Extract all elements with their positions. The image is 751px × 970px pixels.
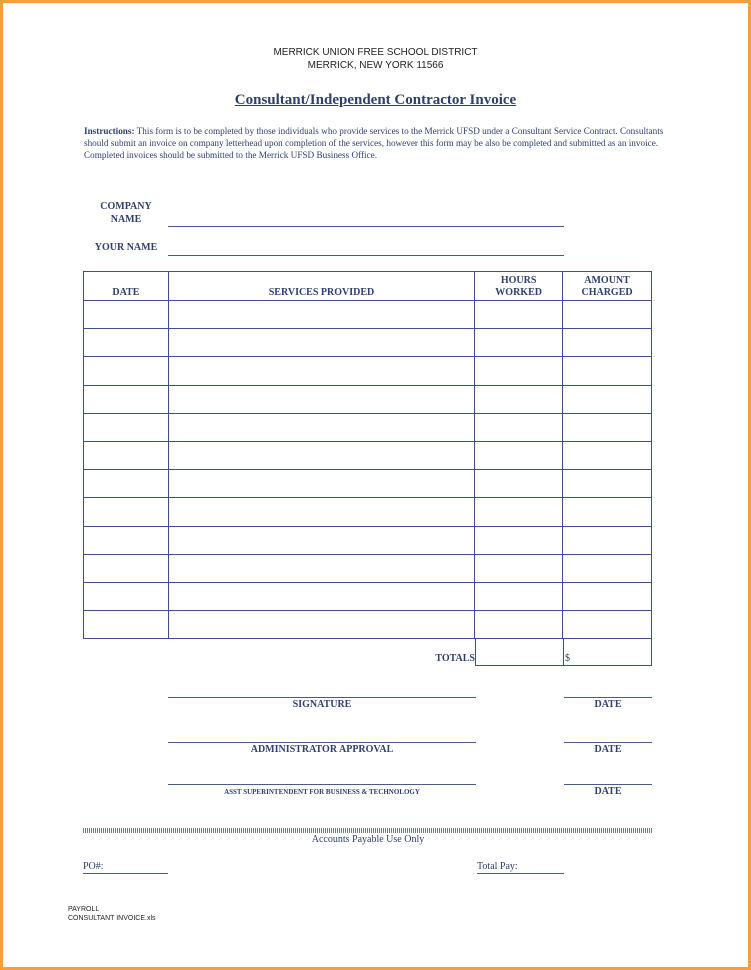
total-currency: $ bbox=[565, 653, 570, 664]
accounts-divider bbox=[83, 828, 652, 833]
table-row bbox=[84, 582, 652, 610]
services-cell[interactable] bbox=[168, 498, 474, 526]
amount-cell[interactable] bbox=[563, 329, 652, 357]
date-cell[interactable] bbox=[84, 470, 169, 498]
asst-superintendent-label: ASST SUPERINTENDENT FOR BUSINESS & TECHNOLOGY bbox=[224, 788, 420, 796]
services-cell[interactable] bbox=[168, 385, 474, 413]
signature-label: SIGNATURE bbox=[292, 699, 352, 710]
amount-cell[interactable] bbox=[563, 554, 652, 582]
table-row bbox=[84, 357, 652, 385]
signature-line[interactable] bbox=[168, 697, 476, 698]
po-field[interactable] bbox=[83, 873, 168, 874]
date-cell[interactable] bbox=[84, 526, 169, 554]
amount-cell[interactable] bbox=[563, 385, 652, 413]
date-cell[interactable] bbox=[84, 582, 169, 610]
hours-cell[interactable] bbox=[475, 385, 563, 413]
table-row bbox=[84, 441, 652, 469]
total-pay-field[interactable] bbox=[477, 873, 564, 874]
date-cell[interactable] bbox=[84, 554, 169, 582]
totals-label: TOTALS bbox=[435, 653, 475, 664]
admin-approval-label: ADMINISTRATOR APPROVAL bbox=[250, 744, 394, 755]
table-row bbox=[84, 301, 652, 329]
footer-payroll: PAYROLL bbox=[68, 906, 100, 913]
po-label: PO#: bbox=[83, 861, 104, 872]
total-amount-field[interactable] bbox=[563, 638, 652, 666]
district-name: MERRICK UNION FREE SCHOOL DISTRICT bbox=[273, 47, 478, 58]
signature-date-line[interactable] bbox=[564, 697, 652, 698]
asst-date-line[interactable] bbox=[564, 784, 652, 785]
table-row bbox=[84, 413, 652, 441]
table-row bbox=[84, 385, 652, 413]
hours-cell[interactable] bbox=[475, 611, 563, 639]
hours-cell[interactable] bbox=[475, 441, 563, 469]
signature-date-label: DATE bbox=[594, 699, 622, 710]
date-cell[interactable] bbox=[84, 357, 169, 385]
amount-cell[interactable] bbox=[563, 582, 652, 610]
table-row bbox=[84, 329, 652, 357]
amount-cell[interactable] bbox=[563, 611, 652, 639]
col-amount-header bbox=[563, 272, 652, 301]
amount-cell[interactable] bbox=[563, 357, 652, 385]
table-row bbox=[84, 526, 652, 554]
asst-superintendent-line[interactable] bbox=[168, 784, 476, 785]
your-name-field[interactable] bbox=[168, 255, 564, 256]
services-cell[interactable] bbox=[168, 329, 474, 357]
date-cell[interactable] bbox=[84, 413, 169, 441]
district-address: MERRICK, NEW YORK 11566 bbox=[307, 60, 444, 71]
hours-cell[interactable] bbox=[475, 554, 563, 582]
services-cell[interactable] bbox=[168, 441, 474, 469]
amount-cell[interactable] bbox=[563, 470, 652, 498]
amount-cell[interactable] bbox=[563, 301, 652, 329]
col-services-header: SERVICES PROVIDED bbox=[168, 272, 474, 301]
hours-cell[interactable] bbox=[475, 413, 563, 441]
col-date-header: DATE bbox=[84, 272, 169, 301]
services-cell[interactable] bbox=[168, 301, 474, 329]
total-hours-field[interactable] bbox=[475, 638, 564, 666]
table-row bbox=[84, 554, 652, 582]
date-cell[interactable] bbox=[84, 385, 169, 413]
page-title: Consultant/Independent Contractor Invoice bbox=[234, 92, 517, 108]
services-cell[interactable] bbox=[168, 582, 474, 610]
services-cell[interactable] bbox=[168, 470, 474, 498]
accounts-payable-label: Accounts Payable Use Only bbox=[311, 834, 425, 845]
hours-cell[interactable] bbox=[475, 357, 563, 385]
company-name-label bbox=[90, 200, 162, 226]
admin-date-line[interactable] bbox=[564, 742, 652, 743]
total-pay-label: Total Pay: bbox=[477, 861, 518, 872]
col-hours-header-line2: WORKED bbox=[495, 287, 542, 298]
amount-cell[interactable] bbox=[563, 413, 652, 441]
amount-cell[interactable] bbox=[563, 441, 652, 469]
company-name-field[interactable] bbox=[168, 226, 564, 227]
company-name-label-line2: NAME bbox=[110, 214, 142, 225]
table-row bbox=[84, 498, 652, 526]
services-cell[interactable] bbox=[168, 526, 474, 554]
hours-cell[interactable] bbox=[475, 526, 563, 554]
amount-cell[interactable] bbox=[563, 526, 652, 554]
date-cell[interactable] bbox=[84, 301, 169, 329]
services-cell[interactable] bbox=[168, 413, 474, 441]
instructions-label: Instructions: bbox=[84, 126, 135, 136]
hours-cell[interactable] bbox=[475, 582, 563, 610]
hours-cell[interactable] bbox=[475, 329, 563, 357]
hours-cell[interactable] bbox=[475, 470, 563, 498]
col-amount-header-line2: CHARGED bbox=[581, 287, 633, 298]
asst-date-label: DATE bbox=[594, 786, 622, 797]
table-header-row bbox=[84, 272, 652, 301]
services-cell[interactable] bbox=[168, 611, 474, 639]
col-hours-header-line1: HOURS bbox=[500, 275, 537, 286]
company-name-label-line1: COMPANY bbox=[100, 201, 152, 212]
footer-filename: CONSULTANT INVOICE.xls bbox=[68, 915, 156, 922]
date-cell[interactable] bbox=[84, 498, 169, 526]
col-hours-header bbox=[475, 272, 563, 301]
services-table bbox=[83, 271, 652, 639]
hours-cell[interactable] bbox=[475, 498, 563, 526]
your-name-label: YOUR NAME bbox=[94, 242, 158, 253]
amount-cell[interactable] bbox=[563, 498, 652, 526]
table-row bbox=[84, 470, 652, 498]
table-row bbox=[84, 611, 652, 639]
instructions-text: This form is to be completed by those individuals who provide services to the Merrick UFSD under a Consultant Service Contract. Consultants should submit an invoice on company letterhead upon completion of the services, however this form may be also be completed and submitted as an invoice. Completed invoices should be submitted to the Merrick UFSD Business Office. bbox=[84, 126, 664, 160]
date-cell[interactable] bbox=[84, 611, 169, 639]
hours-cell[interactable] bbox=[475, 301, 563, 329]
services-cell[interactable] bbox=[168, 554, 474, 582]
services-cell[interactable] bbox=[168, 357, 474, 385]
date-cell[interactable] bbox=[84, 441, 169, 469]
date-cell[interactable] bbox=[84, 329, 169, 357]
instructions bbox=[84, 125, 664, 161]
col-amount-header-line1: AMOUNT bbox=[584, 275, 630, 286]
admin-approval-line[interactable] bbox=[168, 742, 476, 743]
admin-date-label: DATE bbox=[594, 744, 622, 755]
